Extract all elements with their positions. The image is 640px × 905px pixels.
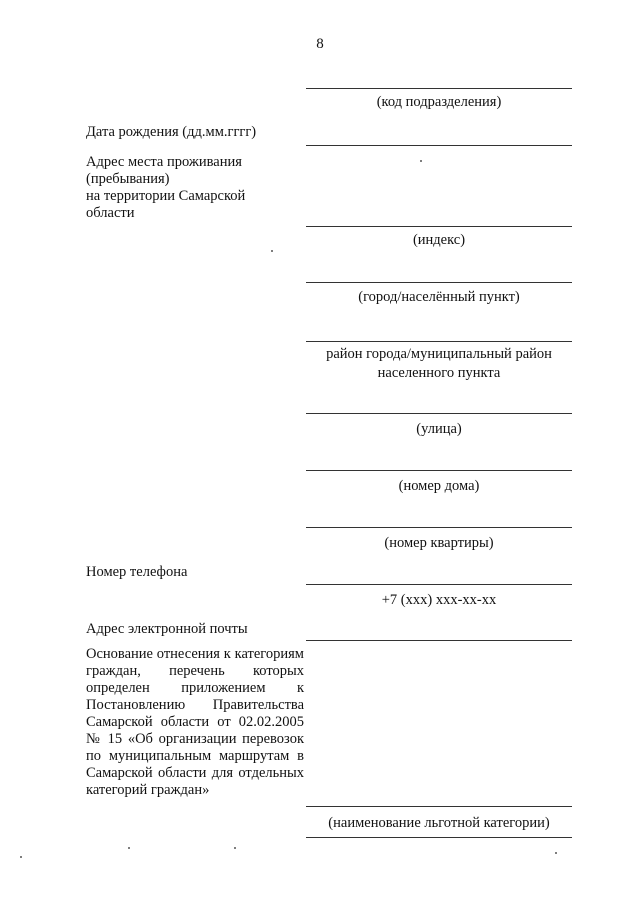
district-caption [306,345,572,383]
address-label-line-2: (пребывания) [86,171,170,187]
index-line[interactable] [306,226,572,227]
city-line[interactable] [306,282,572,283]
birth-date-label: Дата рождения (дд.мм.гггг) [86,124,257,140]
apartment-line[interactable] [306,527,572,528]
email-line[interactable] [306,640,572,641]
scan-speck [555,852,557,854]
benefit-category-caption: (наименование льготной категории) [328,815,550,831]
phone-label: Номер телефона [86,564,188,580]
department-code-caption: (код подразделения) [376,94,502,110]
address-label [86,154,245,222]
email-label: Адрес электронной почты [86,621,248,637]
street-caption: (улица) [416,421,462,437]
house-line[interactable] [306,470,572,471]
phone-format-caption: +7 (ххх) ххх-хх-хх [381,592,497,608]
apartment-caption: (номер квартиры) [384,535,494,551]
department-code-line[interactable] [306,88,572,89]
scan-speck [234,847,236,849]
index-caption: (индекс) [412,232,466,248]
benefit-category-line[interactable] [306,806,572,807]
city-caption: (город/населённый пункт) [358,289,520,305]
district-line[interactable] [306,341,572,342]
bottom-rule [306,837,572,838]
district-caption-line-1: район города/муниципальный район [326,346,552,362]
scan-speck [20,856,22,858]
basis-label: Основание отнесения к категориям граждан, перечень которых определен приложением к Постановлению Правительства Самарской области от 02.02.2005 № 15 «Об организации перевозок по муниципальным маршрутам в Самарской области для отдельных категорий граждан» [86,646,304,798]
page-number: 8 [316,36,324,52]
address-label-line-4: области [86,205,135,221]
district-caption-line-2: населенного пункта [377,365,501,381]
scan-speck [420,160,422,162]
address-label-line-3: на территории Самарской [86,188,246,204]
street-line[interactable] [306,413,572,414]
address-label-line-1: Адрес места проживания [86,154,242,170]
birth-date-line[interactable] [306,145,572,146]
phone-line[interactable] [306,584,572,585]
scan-speck [128,847,130,849]
house-caption: (номер дома) [398,478,480,494]
scan-speck [271,250,273,252]
